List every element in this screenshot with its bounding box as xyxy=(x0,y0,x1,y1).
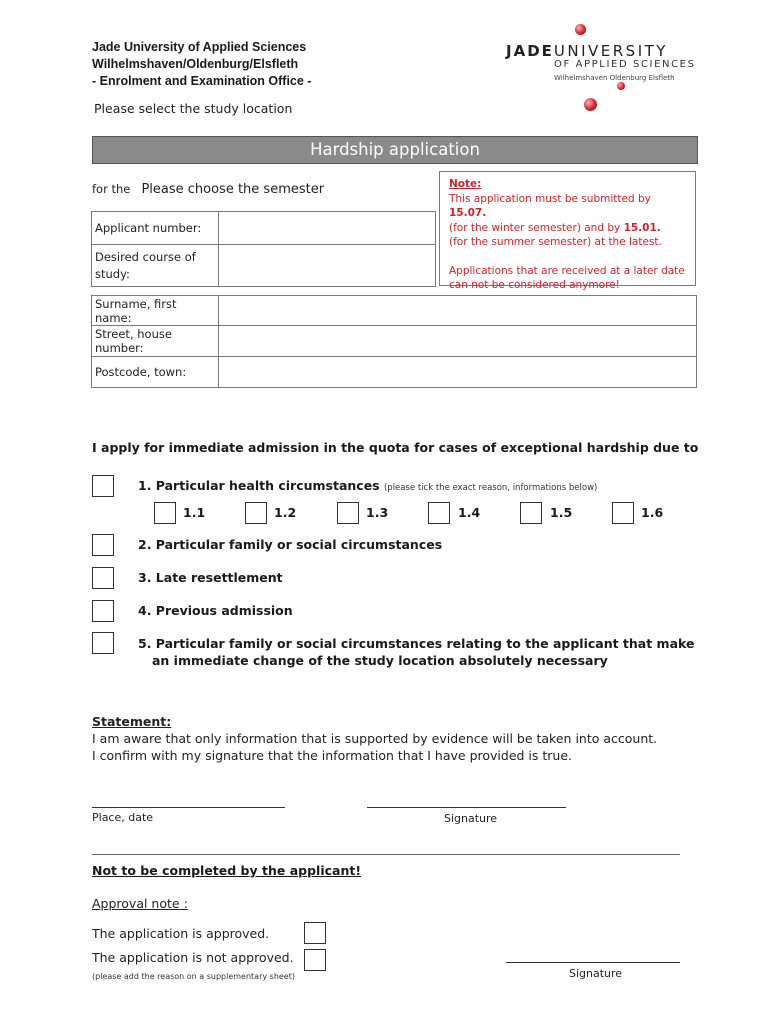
office-heading: Not to be completed by the applicant! xyxy=(92,863,362,878)
reason-1-4-label: 1.4 xyxy=(458,505,481,520)
not-approved-checkbox[interactable] xyxy=(304,949,326,971)
reason-1-hint: (please tick the exact reason, informations below) xyxy=(383,483,598,493)
street-label: Street, house number: xyxy=(92,326,219,357)
course-label-line1: Desired course of xyxy=(95,249,196,264)
form-title: Hardship application xyxy=(92,136,698,164)
note-line5: can not be considered anymore! xyxy=(449,279,620,291)
reason-5-label xyxy=(138,635,694,669)
reason-1-2-label: 1.2 xyxy=(274,505,297,520)
applicant-number-label: Applicant number: xyxy=(92,212,219,245)
section-divider xyxy=(92,854,680,855)
semester-select[interactable]: Please choose the semester xyxy=(141,182,325,197)
reason-3-label: 3. Late resettlement xyxy=(138,570,283,585)
reason-1-5-label: 1.5 xyxy=(550,505,573,520)
apply-heading: I apply for immediate admission in the quota for cases of exceptional hardship due to xyxy=(92,440,699,455)
approved-label: The application is approved. xyxy=(92,926,270,941)
logo-cities: Wilhelmshaven Oldenburg Elsfleth xyxy=(554,74,675,82)
logo-dot xyxy=(575,24,586,35)
logo-word-jade: JADE xyxy=(506,42,554,60)
university-cities: Wilhelmshaven/Oldenburg/Elsfleth xyxy=(92,57,299,71)
university-logo xyxy=(500,24,700,114)
note-line2 xyxy=(449,221,686,236)
reason-1-6-label: 1.6 xyxy=(641,505,664,520)
reason-1-2-checkbox[interactable] xyxy=(245,502,267,524)
study-location-select[interactable]: Please select the study location xyxy=(94,101,293,116)
reason-3-checkbox[interactable] xyxy=(92,567,114,589)
reason-1-text: 1. Particular health circumstances xyxy=(138,478,380,493)
note-heading: Note: xyxy=(449,178,482,190)
university-name: Jade University of Applied Sciences xyxy=(92,40,307,54)
course-input[interactable] xyxy=(219,245,436,287)
statement-line1: I am aware that only information that is supported by evidence will be taken into account. xyxy=(92,731,658,746)
approved-checkbox[interactable] xyxy=(304,922,326,944)
place-date-label: Place, date xyxy=(92,811,154,824)
reason-hint: (please add the reason on a supplementary sheet) xyxy=(92,972,295,981)
logo-dot xyxy=(617,82,625,90)
reason-5-line1: 5. Particular family or social circumstances relating to the applicant that make xyxy=(138,636,695,651)
applicant-number-input[interactable] xyxy=(219,212,436,245)
surname-label: Surname, first name: xyxy=(92,296,219,326)
reason-1-1-label: 1.1 xyxy=(183,505,206,520)
note-line2-text: (for the winter semester) and by xyxy=(449,221,624,234)
logo-subtitle: OF APPLIED SCIENCES xyxy=(554,59,696,70)
reason-1-label xyxy=(138,478,597,493)
approval-note: Approval note : xyxy=(92,896,188,911)
note-line1 xyxy=(449,192,686,221)
surname-input[interactable] xyxy=(219,296,697,326)
course-label xyxy=(92,245,219,287)
reason-2-label: 2. Particular family or social circumstances xyxy=(138,537,443,552)
reason-1-3-checkbox[interactable] xyxy=(337,502,359,524)
reason-1-5-checkbox[interactable] xyxy=(520,502,542,524)
applicant-table xyxy=(91,211,436,287)
logo-word-university: UNIVERSITY xyxy=(553,42,668,60)
signature-line[interactable] xyxy=(367,807,566,808)
office-signature-line[interactable] xyxy=(506,962,680,963)
not-approved-label: The application is not approved. xyxy=(92,950,294,965)
reason-2-checkbox[interactable] xyxy=(92,534,114,556)
street-input[interactable] xyxy=(219,326,697,357)
postcode-label: Postcode, town: xyxy=(92,357,219,388)
logo-dot xyxy=(584,98,597,111)
note-spacer xyxy=(449,250,686,264)
office-signature-label: Signature xyxy=(569,967,623,980)
statement-heading: Statement: xyxy=(92,714,172,729)
statement xyxy=(92,713,657,764)
note-winter-date: 15.07. xyxy=(449,207,487,219)
note-line4: Applications that are received at a later date xyxy=(449,264,685,277)
course-label-line2: study: xyxy=(95,266,130,281)
logo-wordmark xyxy=(506,42,668,60)
semester-row xyxy=(92,178,324,197)
deadline-note xyxy=(439,171,696,291)
reason-4-label: 4. Previous admission xyxy=(138,603,293,618)
reason-4-checkbox[interactable] xyxy=(92,600,114,622)
personal-table xyxy=(91,295,697,388)
note-line1-text: This application must be submitted by xyxy=(449,192,651,205)
reason-1-6-checkbox[interactable] xyxy=(612,502,634,524)
reason-1-4-checkbox[interactable] xyxy=(428,502,450,524)
reason-1-checkbox[interactable] xyxy=(92,475,114,497)
note-summer-date: 15.01. xyxy=(623,221,661,234)
note-line3: (for the summer semester) at the latest. xyxy=(449,236,662,248)
reason-1-1-checkbox[interactable] xyxy=(154,502,176,524)
reason-5-line2: an immediate change of the study location absolutely necessary xyxy=(152,653,608,668)
postcode-input[interactable] xyxy=(219,357,697,388)
signature-label: Signature xyxy=(444,812,498,825)
place-date-line[interactable] xyxy=(92,807,285,808)
reason-5-checkbox[interactable] xyxy=(92,632,114,654)
reason-1-3-label: 1.3 xyxy=(366,505,389,520)
semester-prefix: for the xyxy=(92,182,131,196)
office-name: - Enrolment and Examination Office - xyxy=(92,74,312,88)
statement-line2: I confirm with my signature that the information that I have provided is true. xyxy=(92,748,572,763)
